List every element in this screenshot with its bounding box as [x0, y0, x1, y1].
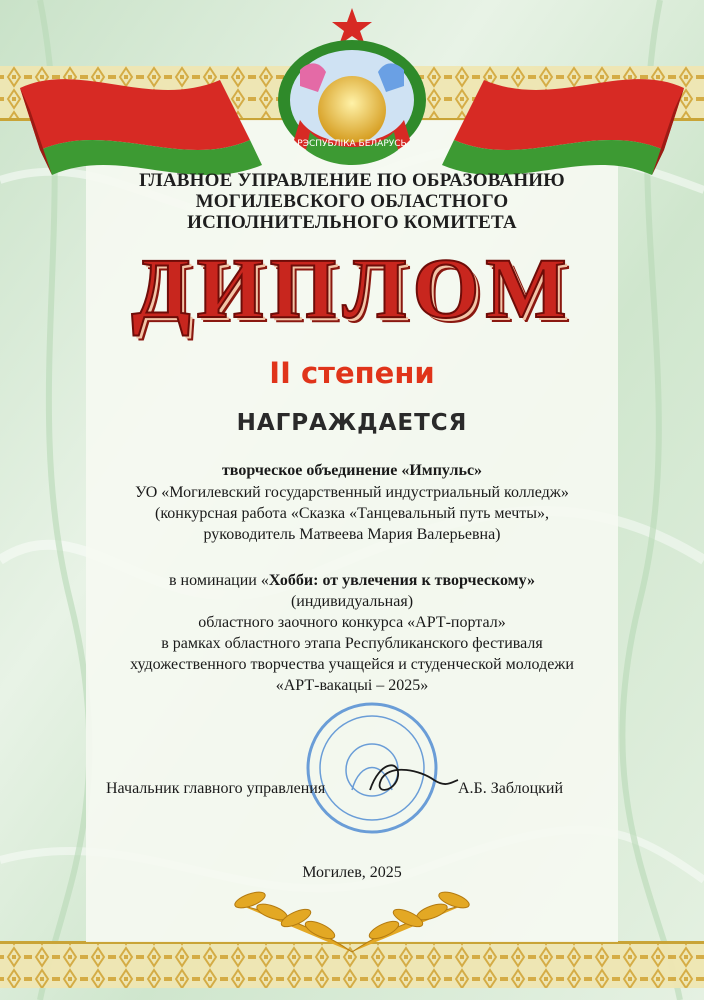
recipient-supervisor: руководитель Матвеева Мария Валерьевна) — [203, 526, 501, 543]
city-year: Могилев, 2025 — [302, 864, 402, 881]
nomination-name: Хобби: от увлечения к творческому» — [268, 572, 535, 589]
festival-line-3: «АРТ-вакацыі – 2025» — [275, 677, 429, 694]
organization-line-3: ИСПОЛНИТЕЛЬНОГО КОМИТЕТА — [187, 212, 517, 233]
festival-line-1: в рамках областного этапа Республиканского фестиваля — [161, 635, 543, 652]
nomination-line — [0, 570, 704, 591]
contest-name: областного заочного конкурса «АРТ-портал» — [198, 614, 506, 631]
recipient-work: (конкурсная работа «Сказка «Танцевальный путь мечты», — [154, 505, 549, 522]
signatory-position: Начальник главного управления — [106, 780, 326, 797]
diploma-title: ДИПЛОМ — [131, 240, 573, 336]
recipient-name: творческое объединение «Импульс» — [221, 462, 483, 479]
flag-right-icon — [442, 79, 684, 175]
recipient-institution: УО «Могилевский государственный индустриальный колледж» — [135, 484, 569, 501]
degree-text: II степени — [269, 356, 435, 390]
emblem-ribbon-text: РЭСПУБЛІКА БЕЛАРУСЬ — [297, 139, 407, 149]
signatory-name: А.Б. Заблоцкий — [458, 780, 564, 797]
flag-left-icon — [20, 79, 262, 175]
organization-line-1: ГЛАВНОЕ УПРАВЛЕНИЕ ПО ОБРАЗОВАНИЮ — [139, 170, 565, 191]
organization-line-2: МОГИЛЕВСКОГО ОБЛАСТНОГО — [195, 191, 509, 212]
nomination-type: (индивидуальная) — [290, 593, 414, 610]
nomination-prefix: в номинации « — [169, 572, 269, 589]
awarded-heading: НАГРАЖДАЕТСЯ — [236, 410, 468, 436]
festival-line-2: художественного творчества учащейся и студенческой молодежи — [130, 656, 574, 673]
